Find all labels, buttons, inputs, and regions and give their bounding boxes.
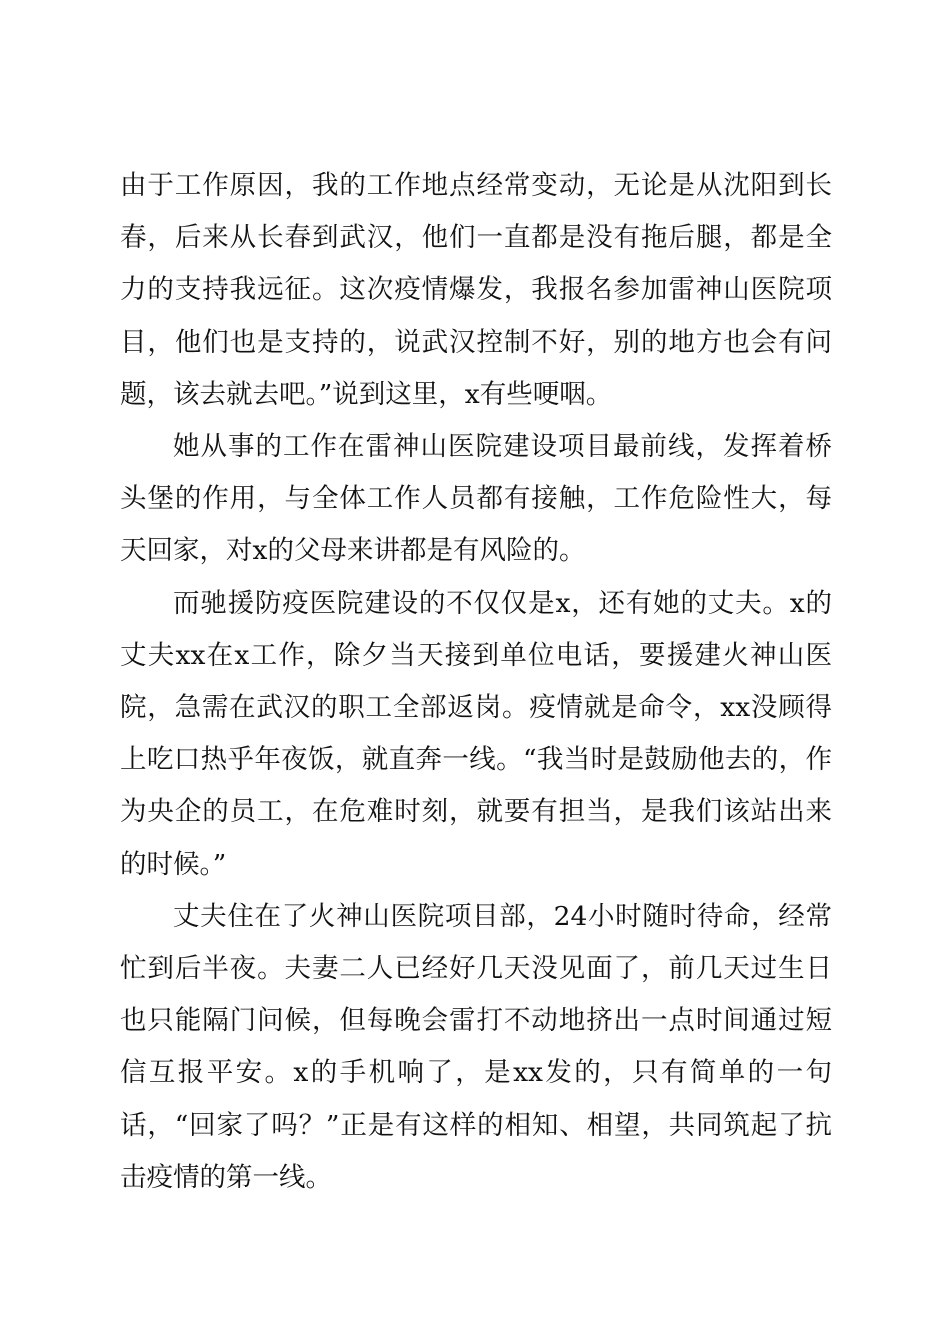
document-body xyxy=(120,160,832,1204)
paragraph: 她从事的工作在雷神山医院建设项目最前线，发挥着桥头堡的作用，与全体工作人员都有接触，工作危险性大，每天回家，对x的父母来讲都是有风险的。 xyxy=(120,431,832,567)
paragraph: 而驰援防疫医院建设的不仅仅是x，还有她的丈夫。x的丈夫xx在x工作，除夕当天接到单位电话，要援建火神山医院，急需在武汉的职工全部返岗。疫情就是命令，xx没顾得上吃口热乎年夜饭，就直奔一线。“我当时是鼓励他去的，作为央企的员工，在危难时刻，就要有担当，是我们该站出来的时候。” xyxy=(120,587,832,880)
paragraph: 由于工作原因，我的工作地点经常变动，无论是从沈阳到长春，后来从长春到武汉，他们一直都是没有拖后腿，都是全力的支持我远征。这次疫情爆发，我报名参加雷神山医院项目，他们也是支持的，说武汉控制不好，别的地方也会有问题，该去就去吧。”说到这里，x有些哽咽。 xyxy=(120,170,832,410)
paragraph: 丈夫住在了火神山医院项目部，24小时随时待命，经常忙到后半夜。夫妻二人已经好几天没见面了，前几天过生日也只能隔门问候，但每晚会雷打不动地挤出一点时间通过短信互报平安。x的手机响了，是xx发的，只有简单的一句话，“回家了吗？”正是有这样的相知、相望，共同筑起了抗击疫情的第一线。 xyxy=(120,900,832,1193)
